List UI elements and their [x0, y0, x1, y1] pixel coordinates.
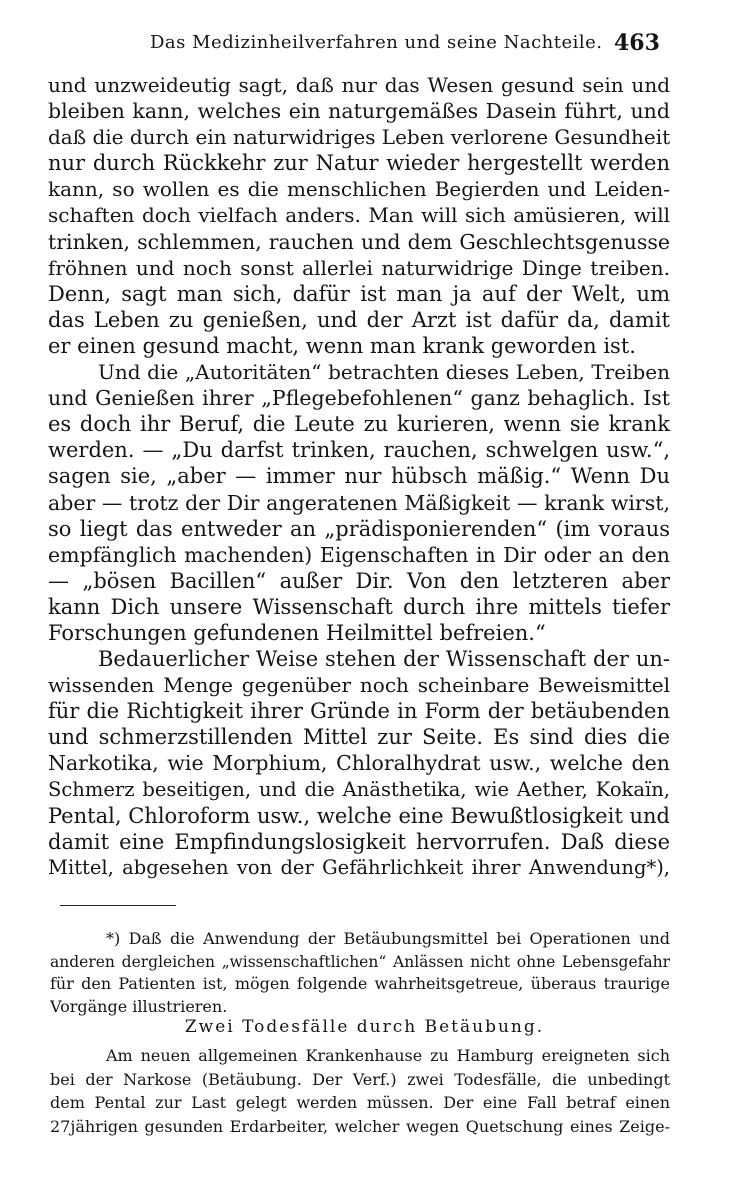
text-line: — „bösen Bacillen“ außer Dir. Von den letzteren aber	[48, 568, 670, 593]
text-line: Schmerz beseitigen, und die Anästhetika, wie Aether, Kokaïn,	[48, 777, 670, 801]
text-line: empfänglich machenden) Eigenschaften in Dir oder an den	[48, 542, 670, 567]
text-line: Und die „Autoritäten“ betrachten dieses Leben, Treiben	[98, 360, 670, 385]
text-line: das Leben zu genießen, und der Arzt ist dafür da, damit	[48, 307, 670, 332]
text-line: fröhnen und noch sonst allerlei naturwidrige Dinge treiben.	[48, 255, 670, 280]
text-line: er einen gesund macht, wenn man krank geworden ist.	[48, 333, 636, 358]
footnote-line: anderen dergleichen „wissenschaftlichen“ Anlässen nicht ohne Lebensgefahr	[50, 952, 670, 971]
text-line: schaften doch vielfach anders. Man will sich amüsieren, will	[48, 203, 670, 228]
footnote-line: Vorgänge illustrieren.	[50, 996, 228, 1016]
text-line: und unzweideutig sagt, daß nur das Wesen gesund sein und	[48, 73, 670, 97]
text-line: bleiben kann, welches ein naturgemäßes Dasein führt, und	[48, 99, 670, 124]
report-line: Am neuen allgemeinen Krankenhause zu Hamburg ereigneten sich	[106, 1046, 670, 1065]
report-line: dem Pental zur Last gelegt werden müssen. Der eine Fall betraf einen	[50, 1093, 670, 1112]
text-line: kann Dich unsere Wissenschaft durch ihre mittels tiefer	[48, 594, 670, 619]
report-line: bei der Narkose (Betäubung. Der Verf.) zwei Todesfälle, die unbedingt	[50, 1069, 670, 1089]
text-line: Pental, Chloroform usw., welche eine Bewußtlosigkeit und	[48, 803, 670, 828]
report-line: 27jährigen gesunden Erdarbeiter, welcher wegen Quetschung eines Zeige-	[50, 1116, 670, 1136]
page-number: 463	[614, 30, 660, 56]
text-line: wissenden Menge gegenüber noch scheinbare Beweismittel	[48, 673, 670, 698]
text-line: nur durch Rückkehr zur Natur wieder hergestellt werden	[48, 151, 670, 176]
report-text	[50, 1044, 670, 1138]
page-header	[0, 30, 729, 60]
text-line: so liegt das entweder an „prädisponierenden“ (im voraus	[48, 516, 670, 541]
text-line: damit eine Empfindungslosigkeit hervorrufen. Daß diese	[48, 829, 670, 854]
text-line: es doch ihr Beruf, die Leute zu kurieren, wenn sie krank	[48, 412, 670, 437]
text-line: kann, so wollen es die menschlichen Begierden und Leiden-	[48, 177, 670, 202]
text-line: Narkotika, wie Morphium, Chloralhydrat usw., welche den	[48, 751, 670, 776]
main-text	[48, 72, 670, 881]
text-line: Bedauerlicher Weise stehen der Wissenschaft der un-	[98, 647, 670, 672]
text-line: Denn, sagt man sich, dafür ist man ja auf der Welt, um	[48, 281, 670, 306]
footnote-line: für den Patienten ist, mögen folgende wahrheitsgetreue, überaus traurige	[50, 974, 670, 993]
text-line: sagen sie, „aber — immer nur hübsch mäßig.“ Wenn Du	[48, 464, 670, 489]
text-line: daß die durch ein naturwidriges Leben verlorene Gesundheit	[48, 125, 671, 150]
footnote-divider	[60, 905, 176, 906]
footnote-line: *) Daß die Anwendung der Betäubungsmittel bei Operationen und	[106, 929, 670, 948]
text-line: Forschungen gefundenen Heilmittel befreien.“	[48, 620, 546, 645]
text-line: Mittel, abgesehen von der Gefährlichkeit ihrer Anwendung*),	[48, 855, 670, 879]
text-line: trinken, schlemmen, rauchen und dem Geschlechtsgenusse	[48, 229, 670, 254]
text-line: für die Richtigkeit ihrer Gründe in Form der betäubenden	[48, 699, 670, 724]
text-line: und Genießen ihrer „Pflegebefohlenen“ ganz behaglich. Ist	[48, 386, 670, 411]
text-line: werden. — „Du darfst trinken, rauchen, schwelgen usw.“,	[48, 438, 670, 463]
text-line: aber — trotz der Dir angeratenen Mäßigkeit — krank wirst,	[48, 490, 670, 515]
text-line: und schmerzstillenden Mittel zur Seite. Es sind dies die	[48, 725, 670, 750]
running-title: Das Medizinheilverfahren und seine Nachteile.	[150, 32, 603, 53]
section-heading: Zwei Todesfälle durch Betäubung.	[184, 1017, 545, 1037]
footnote	[50, 928, 670, 1018]
